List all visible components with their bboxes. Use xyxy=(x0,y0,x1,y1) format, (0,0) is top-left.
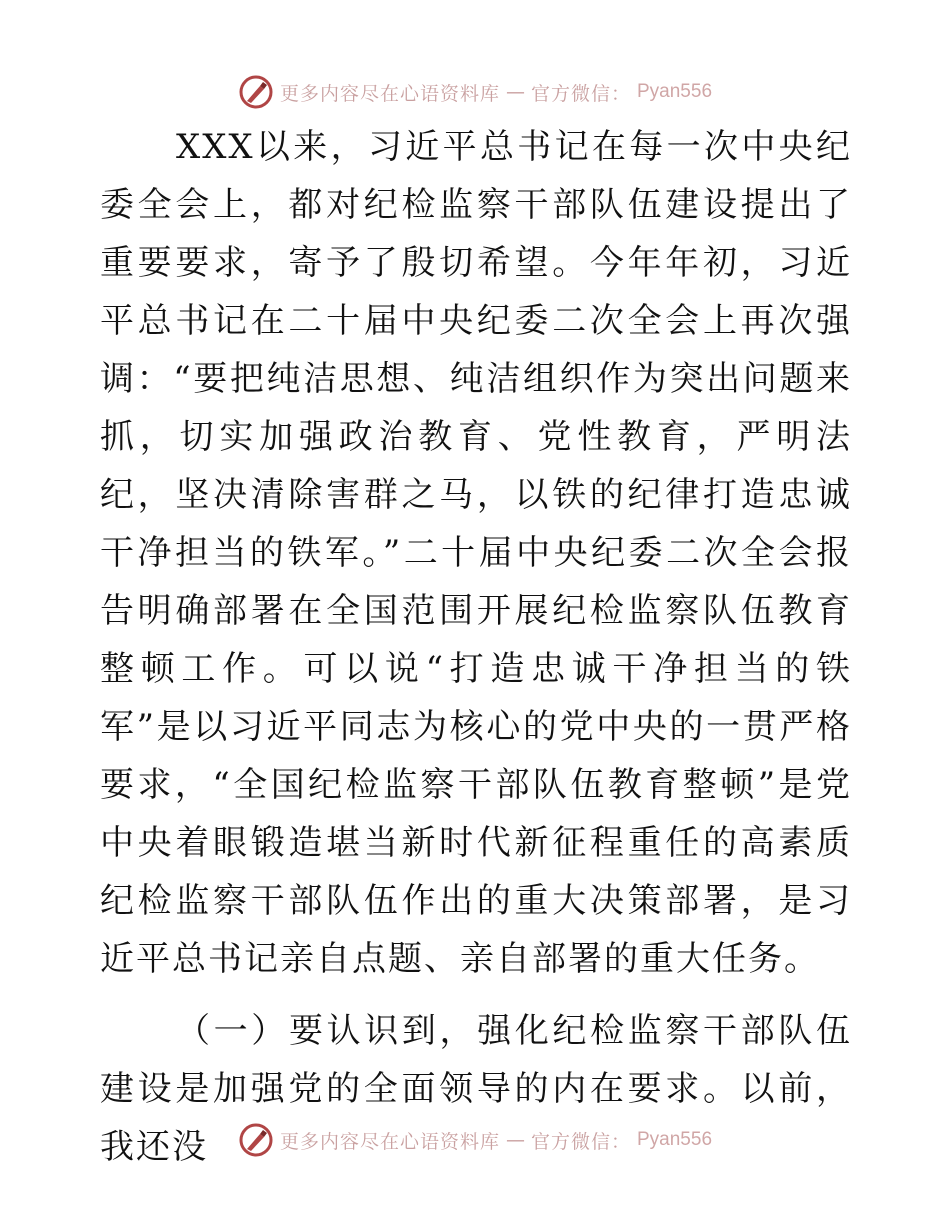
watermark-wechat-label: 官方微信： xyxy=(530,82,631,105)
body-paragraph: XXX以来，习近平总书记在每一次中央纪委全会上，都对纪检监察干部队伍建设提出了重要要求，寄予了殷切希望。今年年初，习近平总书记在二十届中央纪委二次全会上再次强调：“要把纯洁思想、纯洁组织作为突出问题来抓，切实加强政治教育、党性教育，严明法纪，坚决清除害群之马，以铁的纪律打造忠诚干净担当的铁军。”二十届中央纪委二次全会报告明确部署在全国范围开展纪检监察队伍教育整顿工作。可以说“打造忠诚干净担当的铁军”是以习近平同志为核心的党中央的一贯严格要求，“全国纪检监察干部队伍教育整顿”是党中央着眼锻造堪当新时代新征程重任的高素质纪检监察干部队伍作出的重大决策部署，是习近平总书记亲自点题、亲自部署的重大任务。 xyxy=(100,127,852,979)
watermark-main-text: 更多内容尽在心语资料库 xyxy=(279,1130,500,1153)
watermark-wechat-label: 官方微信： xyxy=(530,1130,631,1153)
watermark-wechat-id: Pyan556 xyxy=(637,81,713,102)
document-body xyxy=(100,118,852,1176)
watermark-separator: — xyxy=(505,81,525,103)
body-paragraph: （一）要认识到，强化纪检监察干部队伍建设是加强党的全面领导的内在要求。以前，我还没 xyxy=(100,1011,852,1167)
pen-logo-icon xyxy=(238,1122,274,1158)
watermark-main-text: 更多内容尽在心语资料库 xyxy=(279,82,500,105)
watermark-wechat-id: Pyan556 xyxy=(637,1129,713,1150)
header-watermark xyxy=(0,72,950,112)
footer-watermark xyxy=(0,1120,950,1160)
pen-logo-icon xyxy=(238,74,274,110)
watermark-separator: — xyxy=(505,1129,525,1151)
